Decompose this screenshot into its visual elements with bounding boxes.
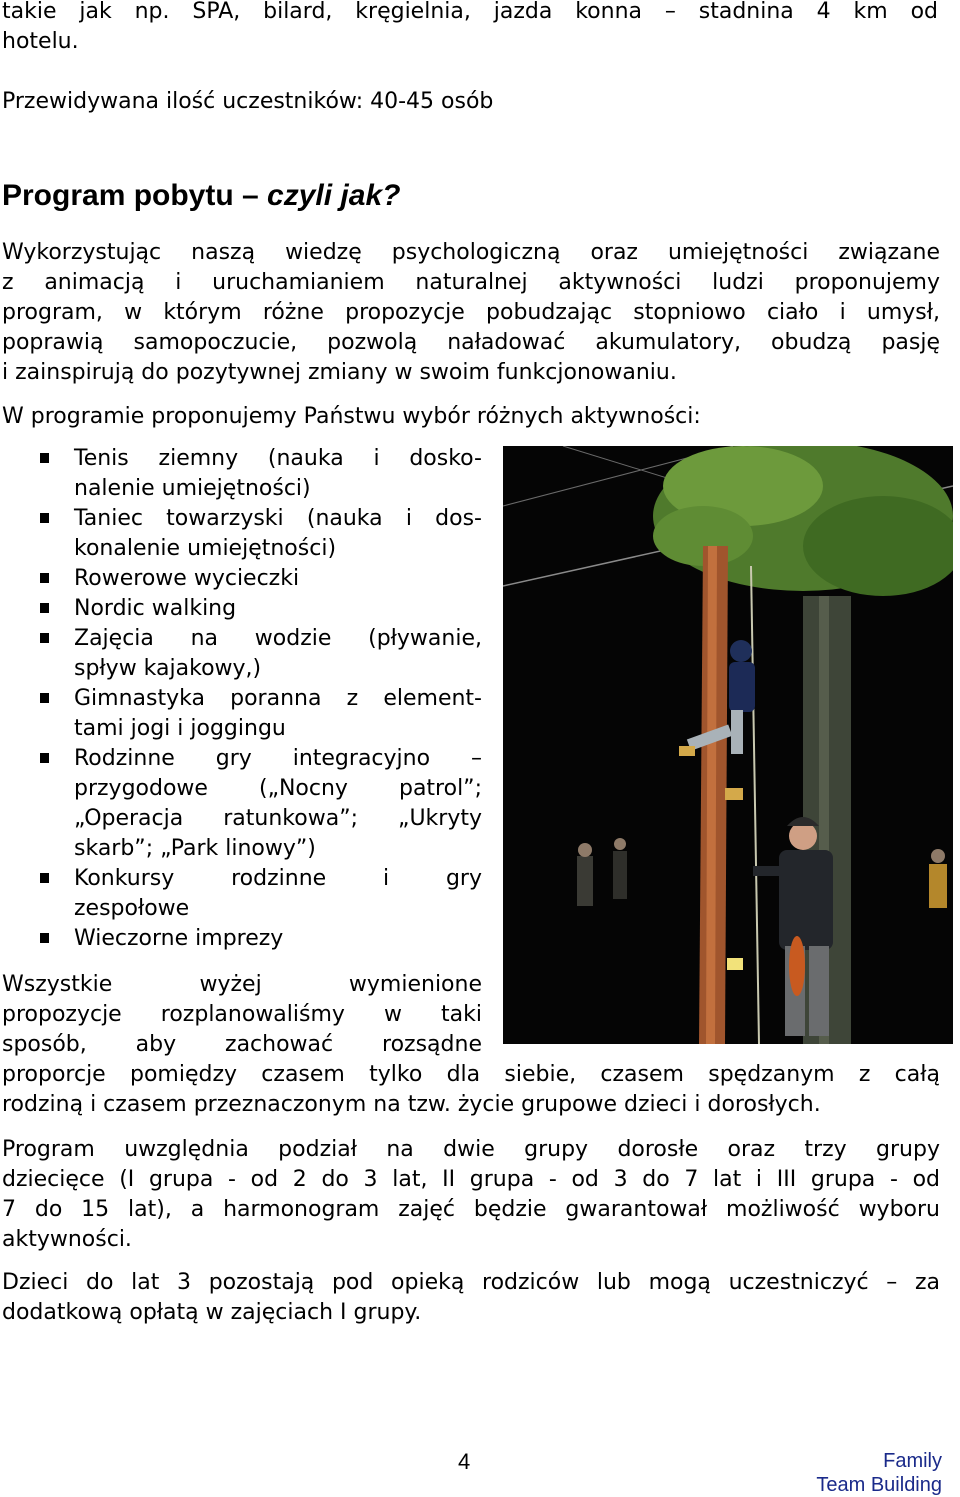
para3-line: 7 do 15 lat), a harmonogram zajęć będzie gwarantował możliwość wyboru [2,1197,940,1222]
footer-line-1: Family [883,1450,942,1472]
intro-line-2: hotelu. [2,29,79,54]
para2-line: Wszystkie wyżej wymienione [2,972,482,997]
para2-line: propozycje rozplanowaliśmy w taki [2,1002,482,1027]
bullet-icon [40,873,49,883]
bullet-icon [40,933,49,943]
bullet-icon [40,633,49,643]
para1-line: poprawią samopoczucie, pozwolą naładować akumulatory, obudzą pasję [2,330,940,355]
footer-brand [816,1449,942,1497]
activities-list [40,444,482,954]
footer-line-2: Team Building [816,1474,942,1496]
bullet-icon [40,513,49,523]
para1-line: z animacją i uruchamianiem naturalnej aktywności ludzi proponujemy [2,270,940,295]
list-item: Rodzinne gry integracyjno – przygodowe („Nocny patrol”; „Operacja ratunkowa”; „Ukryty skarb”; „Park linowy”) [40,744,482,864]
climbing-photo-illustration [503,446,953,1044]
bullet-icon [40,753,49,763]
list-item: Konkursy rodzinne i gry zespołowe [40,864,482,924]
para3-line: aktywności. [2,1227,132,1252]
para1-line: program, w którym różne propozycje pobudzając stopniowo ciało i umysł, [2,300,940,325]
activities-intro: W programie proponujemy Państwu wybór różnych aktywności: [2,404,701,429]
para3-line: dziecięce (I grupa - od 2 do 3 lat, II grupa - od 3 do 7 lat i III grupa - od [2,1167,940,1192]
para1-line: Wykorzystując naszą wiedzę psychologiczną oraz umiejętności związane [2,240,940,265]
climbing-photo [503,446,953,1044]
intro-line-1: takie jak np. SPA, bilard, kręgielnia, jazda konna – stadnina 4 km od [2,0,938,24]
bullet-icon [40,603,49,613]
list-item: Gimnastyka poranna z element- tami jogi i joggingu [40,684,482,744]
paragraph-proportions [2,970,940,1120]
bullet-icon [40,693,49,703]
section-heading: Program pobytu – czyli jak? [2,179,401,212]
paragraph-children [2,1268,940,1328]
bullet-icon [40,573,49,583]
list-item: Nordic walking [40,594,482,624]
para4-line: dodatkową opłatą w zajęciach I grupy. [2,1300,422,1325]
participants-text: Przewidywana ilość uczestników: 40-45 osób [2,89,494,114]
para3-line: Program uwzględnia podział na dwie grupy dorosłe oraz trzy grupy [2,1137,940,1162]
list-item: Wieczorne imprezy [40,924,482,954]
paragraph-intro [2,238,940,388]
para4-line: Dzieci do lat 3 pozostają pod opieką rodziców lub mogą uczestniczyć – za [2,1270,940,1295]
list-item: Tenis ziemny (nauka i dosko- nalenie umiejętności) [40,444,482,504]
bullet-icon [40,453,49,463]
para1-line: i zainspirują do pozytywnej zmiany w swoim funkcjonowaniu. [2,360,677,385]
para2-line: sposób, aby zachować rozsądne [2,1032,482,1057]
para2-line: rodziną i czasem przeznaczonym na tzw. życie grupowe dzieci i dorosłych. [2,1092,821,1117]
list-item: Rowerowe wycieczki [40,564,482,594]
list-item: Zajęcia na wodzie (pływanie, spływ kajakowy,) [40,624,482,684]
page-number: 4 [458,1449,471,1474]
para2-line: proporcje pomiędzy czasem tylko dla siebie, czasem spędzanym z całą [2,1062,940,1087]
paragraph-groups [2,1135,940,1255]
list-item: Taniec towarzyski (nauka i dos- konalenie umiejętności) [40,504,482,564]
